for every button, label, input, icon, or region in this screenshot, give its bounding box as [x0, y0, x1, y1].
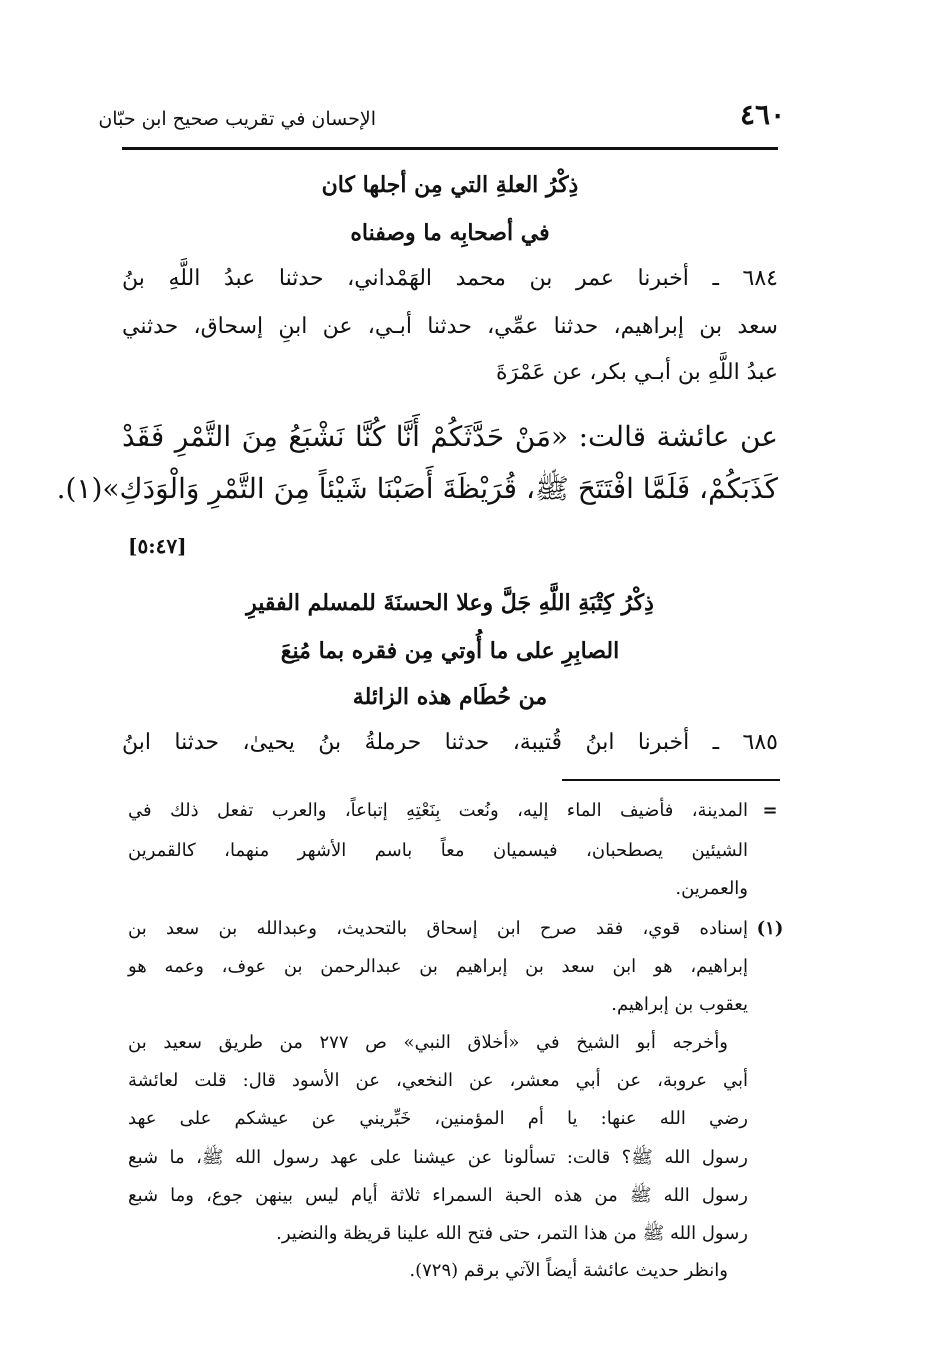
- header-rule: [122, 147, 778, 150]
- footnote-1-para3: وانظر حديث عائشة أيضاً الآتي برقم (٧٢٩).: [409, 1260, 728, 1281]
- footnote-continuation-line-3: والعمرين.: [675, 878, 748, 899]
- hadith-684-isnad-line-2: سعد بن إبراهيم، حدثنا عمِّي، حدثنا أبـي، عن ابنِ إسحاق، حدثني: [122, 314, 778, 339]
- footnote-1-line-3: يعقوب بن إبراهيم.: [611, 994, 748, 1015]
- footnote-continuation-line-1: المدينة، فأضيف الماء إليه، ونُعت بِنَعْتِهِ إتباعاً، والعرب تفعل ذلك في: [128, 800, 748, 821]
- footnote-1-line-2: إبراهيم، هو ابن سعد بن إبراهيم بن عبدالرحمن بن عوف، وعمه هو: [128, 956, 748, 977]
- section2-heading-line-3: من حُطَام هذه الزائلة: [352, 684, 548, 710]
- section2-heading-line-1: ذِكْرُ كِتْبَةِ اللَّهِ جَلَّ وعلا الحسنَةَ للمسلم الفقيرِ: [246, 590, 654, 616]
- hadith-685-isnad-line: ٦٨٥ ـ أخبرنا ابنُ قُتيبة، حدثنا حرملةُ بنُ يحيىٰ، حدثنا ابنُ: [122, 730, 778, 755]
- footnote-1-line-1: إسناده قوي، فقد صرح ابن إسحاق بالتحديث، وعبدالله بن سعد بن: [128, 918, 748, 939]
- page-number: ٤٦٠: [740, 98, 786, 131]
- running-title: الإحسان في تقريب صحيح ابن حبّان: [98, 108, 376, 130]
- footnote-1-para2-line-3: رضي الله عنها: يا أم المؤمنين، خَبِّريني عن عيشكم على عهد: [128, 1108, 748, 1129]
- hadith-684-matn-line-1: عن عائشة قالت: «مَنْ حَدَّثَكُمْ أَنَّا كُنَّا نَشْبَعُ مِنَ التَّمْرِ فَقَدْ: [122, 420, 778, 453]
- footnote-1-para2-line-5: رسول الله ﷺ من هذه الحبة السمراء ثلاثة أيام ليس بينهن جوع، وما شبع: [128, 1185, 748, 1206]
- footnote-continuation-line-2: الشيئين يصطحبان، فيسميان معاً باسم الأشهر منهما، كالقمرين: [128, 840, 748, 861]
- footnote-1-para2-line-6: رسول الله ﷺ من هذا التمر، حتى فتح الله علينا قريظة والنضير.: [276, 1223, 748, 1244]
- footnote-1-para2-line-1: وأخرجه أبو الشيخ في «أخلاق النبي» ص ٢٧٧ من طريق سعيد بن: [128, 1032, 728, 1053]
- section1-heading-line-2: في أصحابِه ما وصفناه: [350, 220, 550, 246]
- footnote-continuation-marker: =: [762, 800, 778, 821]
- hadith-684-isnad-line-3: عبدُ اللَّهِ بن أبـي بكر، عن عَمْرَةَ: [496, 360, 778, 385]
- hadith-684-matn-line-2: كَذَبَكُمْ، فَلَمَّا افْتَتَحَ ﷺ، قُرَيْظَةَ أَصَبْنَا شَيْئاً مِنَ التَّمْرِ وَالْوَدَكِ»(١).: [56, 472, 778, 505]
- footnote-1-para2-line-2: أبي عروبة، عن أبي معشر، عن النخعي، عن الأسود قال: قلت لعائشة: [128, 1070, 748, 1091]
- hadith-684-isnad-line-1: ٦٨٤ ـ أخبرنا عمر بن محمد الهَمْداني، حدثنا عبدُ اللَّهِ بنُ: [122, 266, 778, 291]
- footnote-rule: [562, 779, 780, 781]
- footnote-1-para2-line-4: رسول الله ﷺ؟ قالت: تسألونا عن عيشنا على عهد رسول الله ﷺ، ما شبع: [128, 1147, 748, 1168]
- footnote-1-marker: (١): [756, 918, 784, 939]
- section2-heading-line-2: الصابِرِ على ما أُوتي مِن فقره بما مُنِعَ: [280, 638, 620, 664]
- section1-heading-line-1: ذِكْرُ العلةِ التي مِن أجلها كان: [321, 172, 579, 198]
- hadith-684-reference: [٥:٤٧]: [128, 534, 187, 558]
